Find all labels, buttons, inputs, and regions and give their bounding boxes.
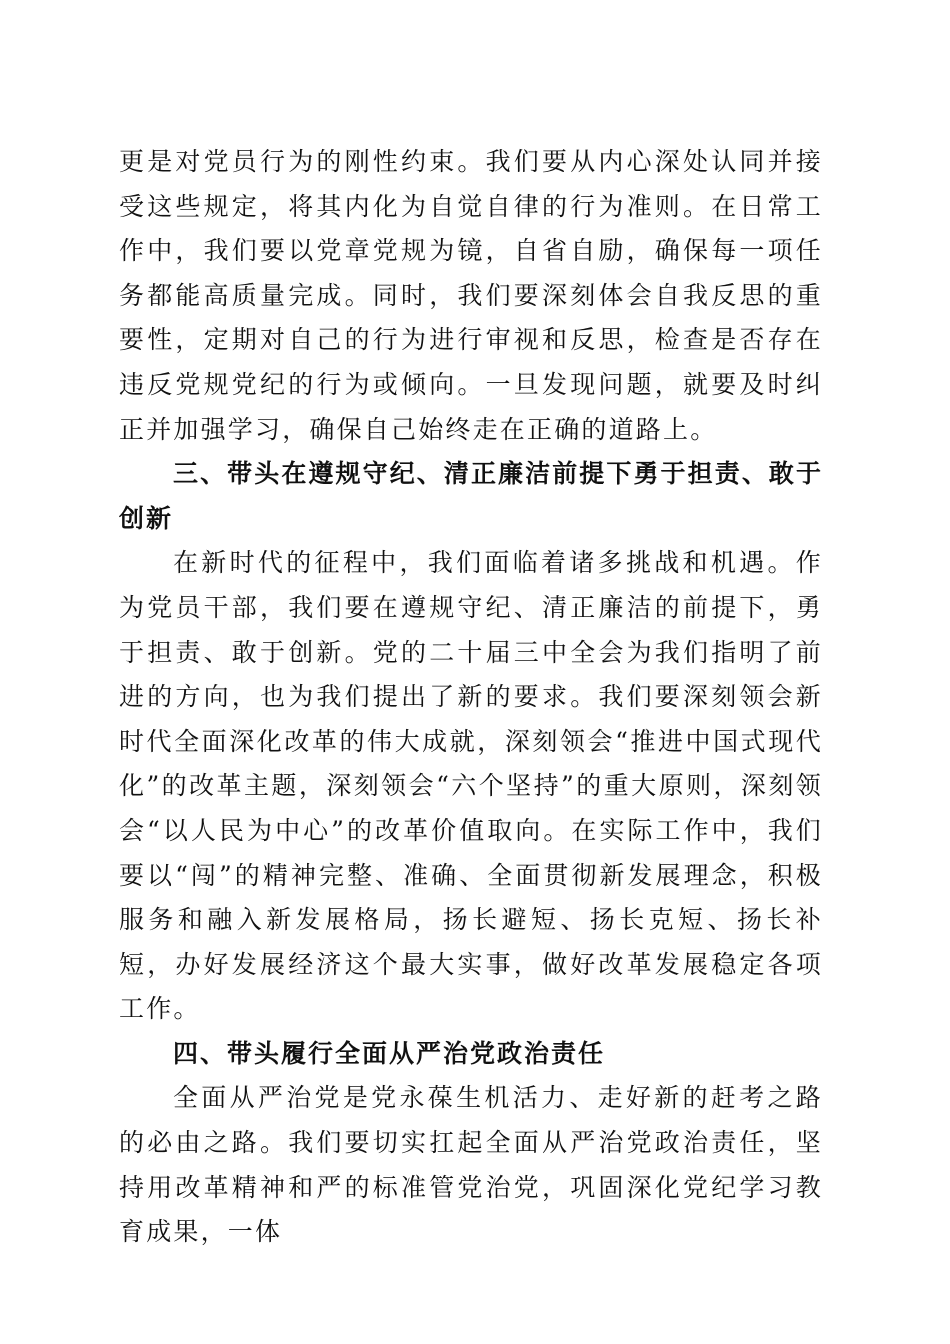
document-body — [119, 140, 823, 1255]
paragraph-continuation: 更是对党员行为的刚性约束。我们要从内心深处认同并接受这些规定，将其内化为自觉自律的行为准则。在日常工作中，我们要以党章党规为镜，自省自励，确保每一项任务都能高质量完成。同时，我们要深刻体会自我反思的重要性，定期对自己的行为进行审视和反思，检查是否存在违反党规党纪的行为或倾向。一旦发现问题，就要及时纠正并加强学习，确保自己始终走在正确的道路上。 — [119, 147, 823, 444]
section-heading-4: 四、带头履行全面从严治党政治责任 — [173, 1038, 606, 1068]
section-3-paragraph: 在新时代的征程中，我们面临着诸多挑战和机遇。作为党员干部，我们要在遵规守纪、清正廉洁的前提下，勇于担责、敢于创新。党的二十届三中全会为我们指明了前进的方向，也为我们提出了新的要求。我们要深刻领会新时代全面深化改革的伟大成就，深刻领会“推进中国式现代化”的改革主题，深刻领会“六个坚持”的重大原则，深刻领会“以人民为中心”的改革价值取向。在实际工作中，我们要以“闯”的精神完整、准确、全面贯彻新发展理念，积极服务和融入新发展格局，扬长避短、扬长克短、扬长补短，办好发展经济这个最大实事，做好改革发展稳定各项工作。 — [119, 548, 823, 1024]
section-4-paragraph: 全面从严治党是党永葆生机活力、走好新的赶考之路的必由之路。我们要切实扛起全面从严治党政治责任，坚持用改革精神和严的标准管党治党，巩固深化党纪学习教育成果，一体 — [119, 1083, 823, 1247]
section-heading-3: 三、带头在遵规守纪、清正廉洁前提下勇于担责、敢于创新 — [119, 459, 823, 533]
